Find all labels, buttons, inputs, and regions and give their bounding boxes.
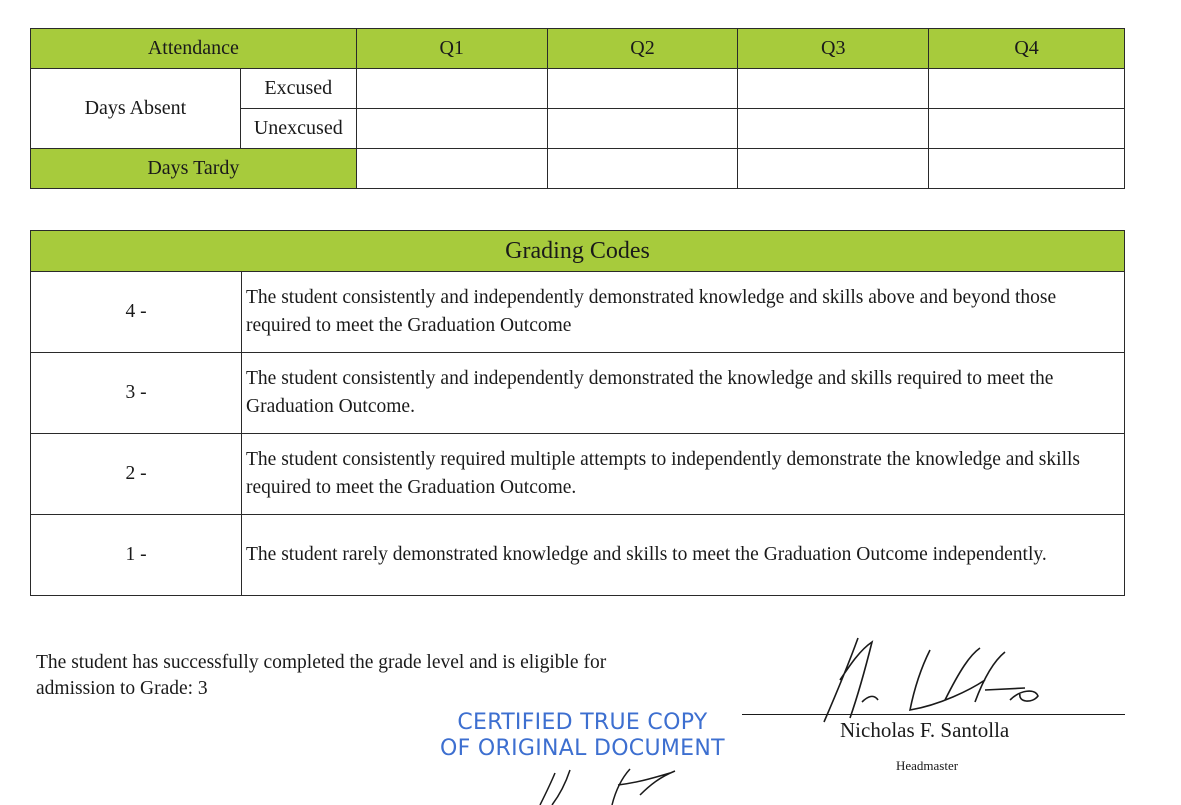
days-absent-label: Days Absent	[31, 69, 241, 149]
unexcused-cell-q2	[547, 109, 738, 149]
tardy-cell-q1	[356, 149, 547, 189]
excused-cell-q1	[356, 69, 547, 109]
attendance-header: Attendance	[31, 29, 357, 69]
grading-codes-table	[30, 230, 1125, 596]
quarter-header-q2: Q2	[547, 29, 738, 69]
grading-code-row	[31, 434, 1125, 515]
days-tardy-label: Days Tardy	[31, 149, 357, 189]
grading-description: The student consistently and independently demonstrated knowledge and skills above and beyond those required to meet the Graduation Outcome	[242, 272, 1125, 353]
promotion-statement	[36, 650, 736, 702]
signatory-name: Nicholas F. Santolla	[840, 718, 1010, 742]
grading-codes-title: Grading Codes	[31, 231, 1125, 272]
headmaster-signature	[810, 630, 1050, 730]
quarter-header-q4: Q4	[929, 29, 1125, 69]
attendance-table	[30, 28, 1125, 189]
unexcused-label: Unexcused	[240, 109, 356, 149]
excused-label: Excused	[240, 69, 356, 109]
excused-cell-q4	[929, 69, 1125, 109]
grading-description: The student rarely demonstrated knowledge and skills to meet the Graduation Outcome independently.	[242, 515, 1125, 596]
tardy-cell-q3	[738, 149, 929, 189]
signature-line	[742, 714, 1125, 715]
promotion-line-1: The student has successfully completed the grade level and is eligible for	[36, 652, 607, 673]
grading-code-row	[31, 353, 1125, 434]
quarter-header-q1: Q1	[356, 29, 547, 69]
stamp-signature	[500, 765, 740, 805]
grading-description: The student consistently required multiple attempts to independently demonstrate the knowledge and skills required to meet the Graduation Outcome.	[242, 434, 1125, 515]
excused-cell-q3	[738, 69, 929, 109]
tardy-cell-q2	[547, 149, 738, 189]
unexcused-cell-q3	[738, 109, 929, 149]
quarter-header-q3: Q3	[738, 29, 929, 69]
promotion-line-2: admission to Grade: 3	[36, 678, 208, 699]
grading-description: The student consistently and independently demonstrated the knowledge and skills required to meet the Graduation Outcome.	[242, 353, 1125, 434]
tardy-cell-q4	[929, 149, 1125, 189]
stamp-line-1: CERTIFIED TRUE COPY	[457, 710, 708, 735]
grading-code-row	[31, 515, 1125, 596]
grading-code: 3 -	[31, 353, 242, 434]
grading-code: 2 -	[31, 434, 242, 515]
excused-cell-q2	[547, 69, 738, 109]
grading-code: 4 -	[31, 272, 242, 353]
grading-code-row	[31, 272, 1125, 353]
unexcused-cell-q1	[356, 109, 547, 149]
certified-copy-stamp	[440, 710, 725, 762]
grading-code: 1 -	[31, 515, 242, 596]
unexcused-cell-q4	[929, 109, 1125, 149]
signatory-title: Headmaster	[896, 758, 959, 773]
stamp-line-2: OF ORIGINAL DOCUMENT	[440, 736, 725, 761]
